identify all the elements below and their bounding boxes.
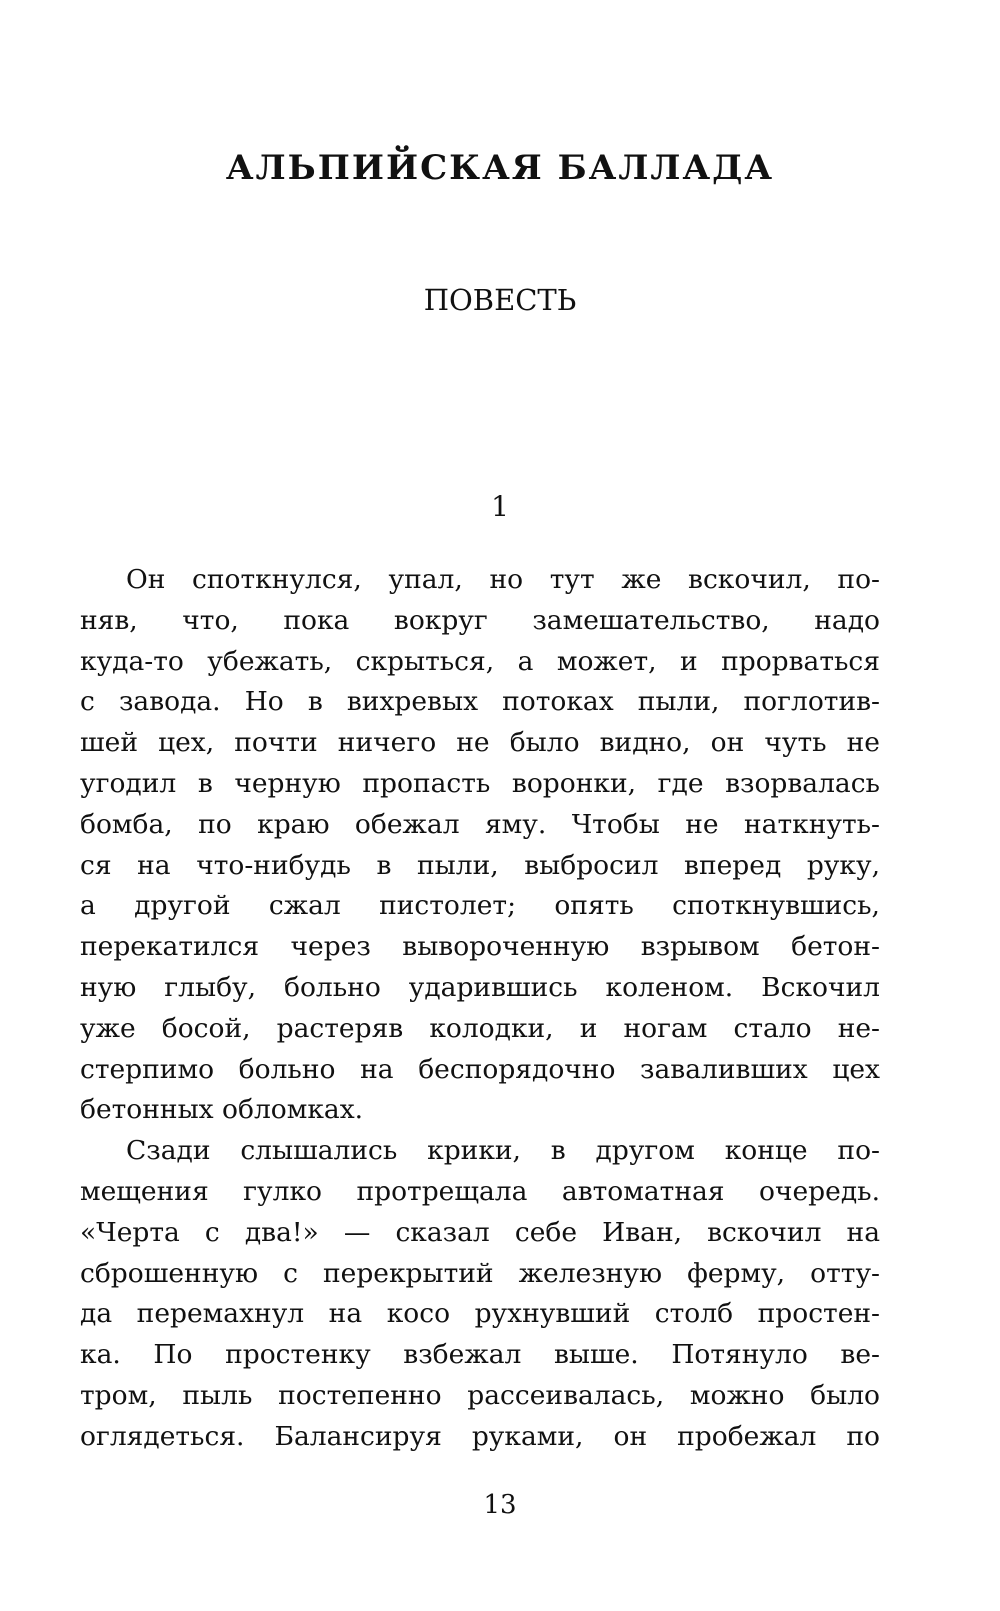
story-title: АЛЬПИЙСКАЯ БАЛЛАДА (225, 148, 775, 188)
text-line: перекатился через вывороченную взрывом бетон- (80, 931, 880, 963)
text-line: шей цех, почти ничего не было видно, он чуть не (80, 727, 880, 759)
text-line: Сзади слышались крики, в другом конце по- (126, 1135, 880, 1167)
paragraph-1 (80, 560, 880, 1131)
text-line: с завода. Но в вихревых потоках пыли, поглотив- (80, 686, 880, 718)
text-line: «Черта с два!» — сказал себе Иван, вскочил на (80, 1216, 880, 1248)
text-line: ка. По простенку взбежал выше. Потянуло ве- (80, 1339, 880, 1371)
text-line: сброшенную с перекрытий железную ферму, отту- (80, 1257, 880, 1289)
text-line: куда-то убежать, скрыться, а может, и прорваться (80, 645, 880, 677)
chapter-number: 1 (491, 490, 509, 523)
text-line: тром, пыль постепенно рассеивалась, можно было (80, 1379, 880, 1411)
text-line: да перемахнул на косо рухнувший столб простен- (80, 1298, 880, 1330)
paragraph-2 (80, 1131, 880, 1457)
text-line: угодил в черную пропасть воронки, где взорвалась (80, 767, 880, 799)
text-line: няв, что, пока вокруг замешательство, надо (80, 604, 880, 636)
text-line: оглядеться. Балансируя руками, он пробежал по (80, 1420, 880, 1452)
text-line: мещения гулко протрещала автоматная очередь. (80, 1175, 880, 1207)
text-line: стерпимо больно на беспорядочно заваливших цех (80, 1053, 880, 1085)
text-line: ся на что-нибудь в пыли, выбросил вперед руку, (80, 849, 880, 881)
text-line: ную глыбу, больно ударившись коленом. Вскочил (80, 971, 880, 1003)
text-line: бетонных обломках. (80, 1094, 364, 1126)
story-genre-subtitle: ПОВЕСТЬ (423, 283, 577, 317)
text-line: а другой сжал пистолет; опять споткнувшись, (80, 890, 880, 922)
page-number: 13 (483, 1490, 517, 1520)
text-line: уже босой, растеряв колодки, и ногам стало не- (80, 1012, 880, 1044)
text-line: Он споткнулся, упал, но тут же вскочил, по- (126, 564, 880, 595)
body-text (80, 560, 880, 1458)
text-line: бомба, по краю обежал яму. Чтобы не наткнуть- (80, 808, 880, 840)
